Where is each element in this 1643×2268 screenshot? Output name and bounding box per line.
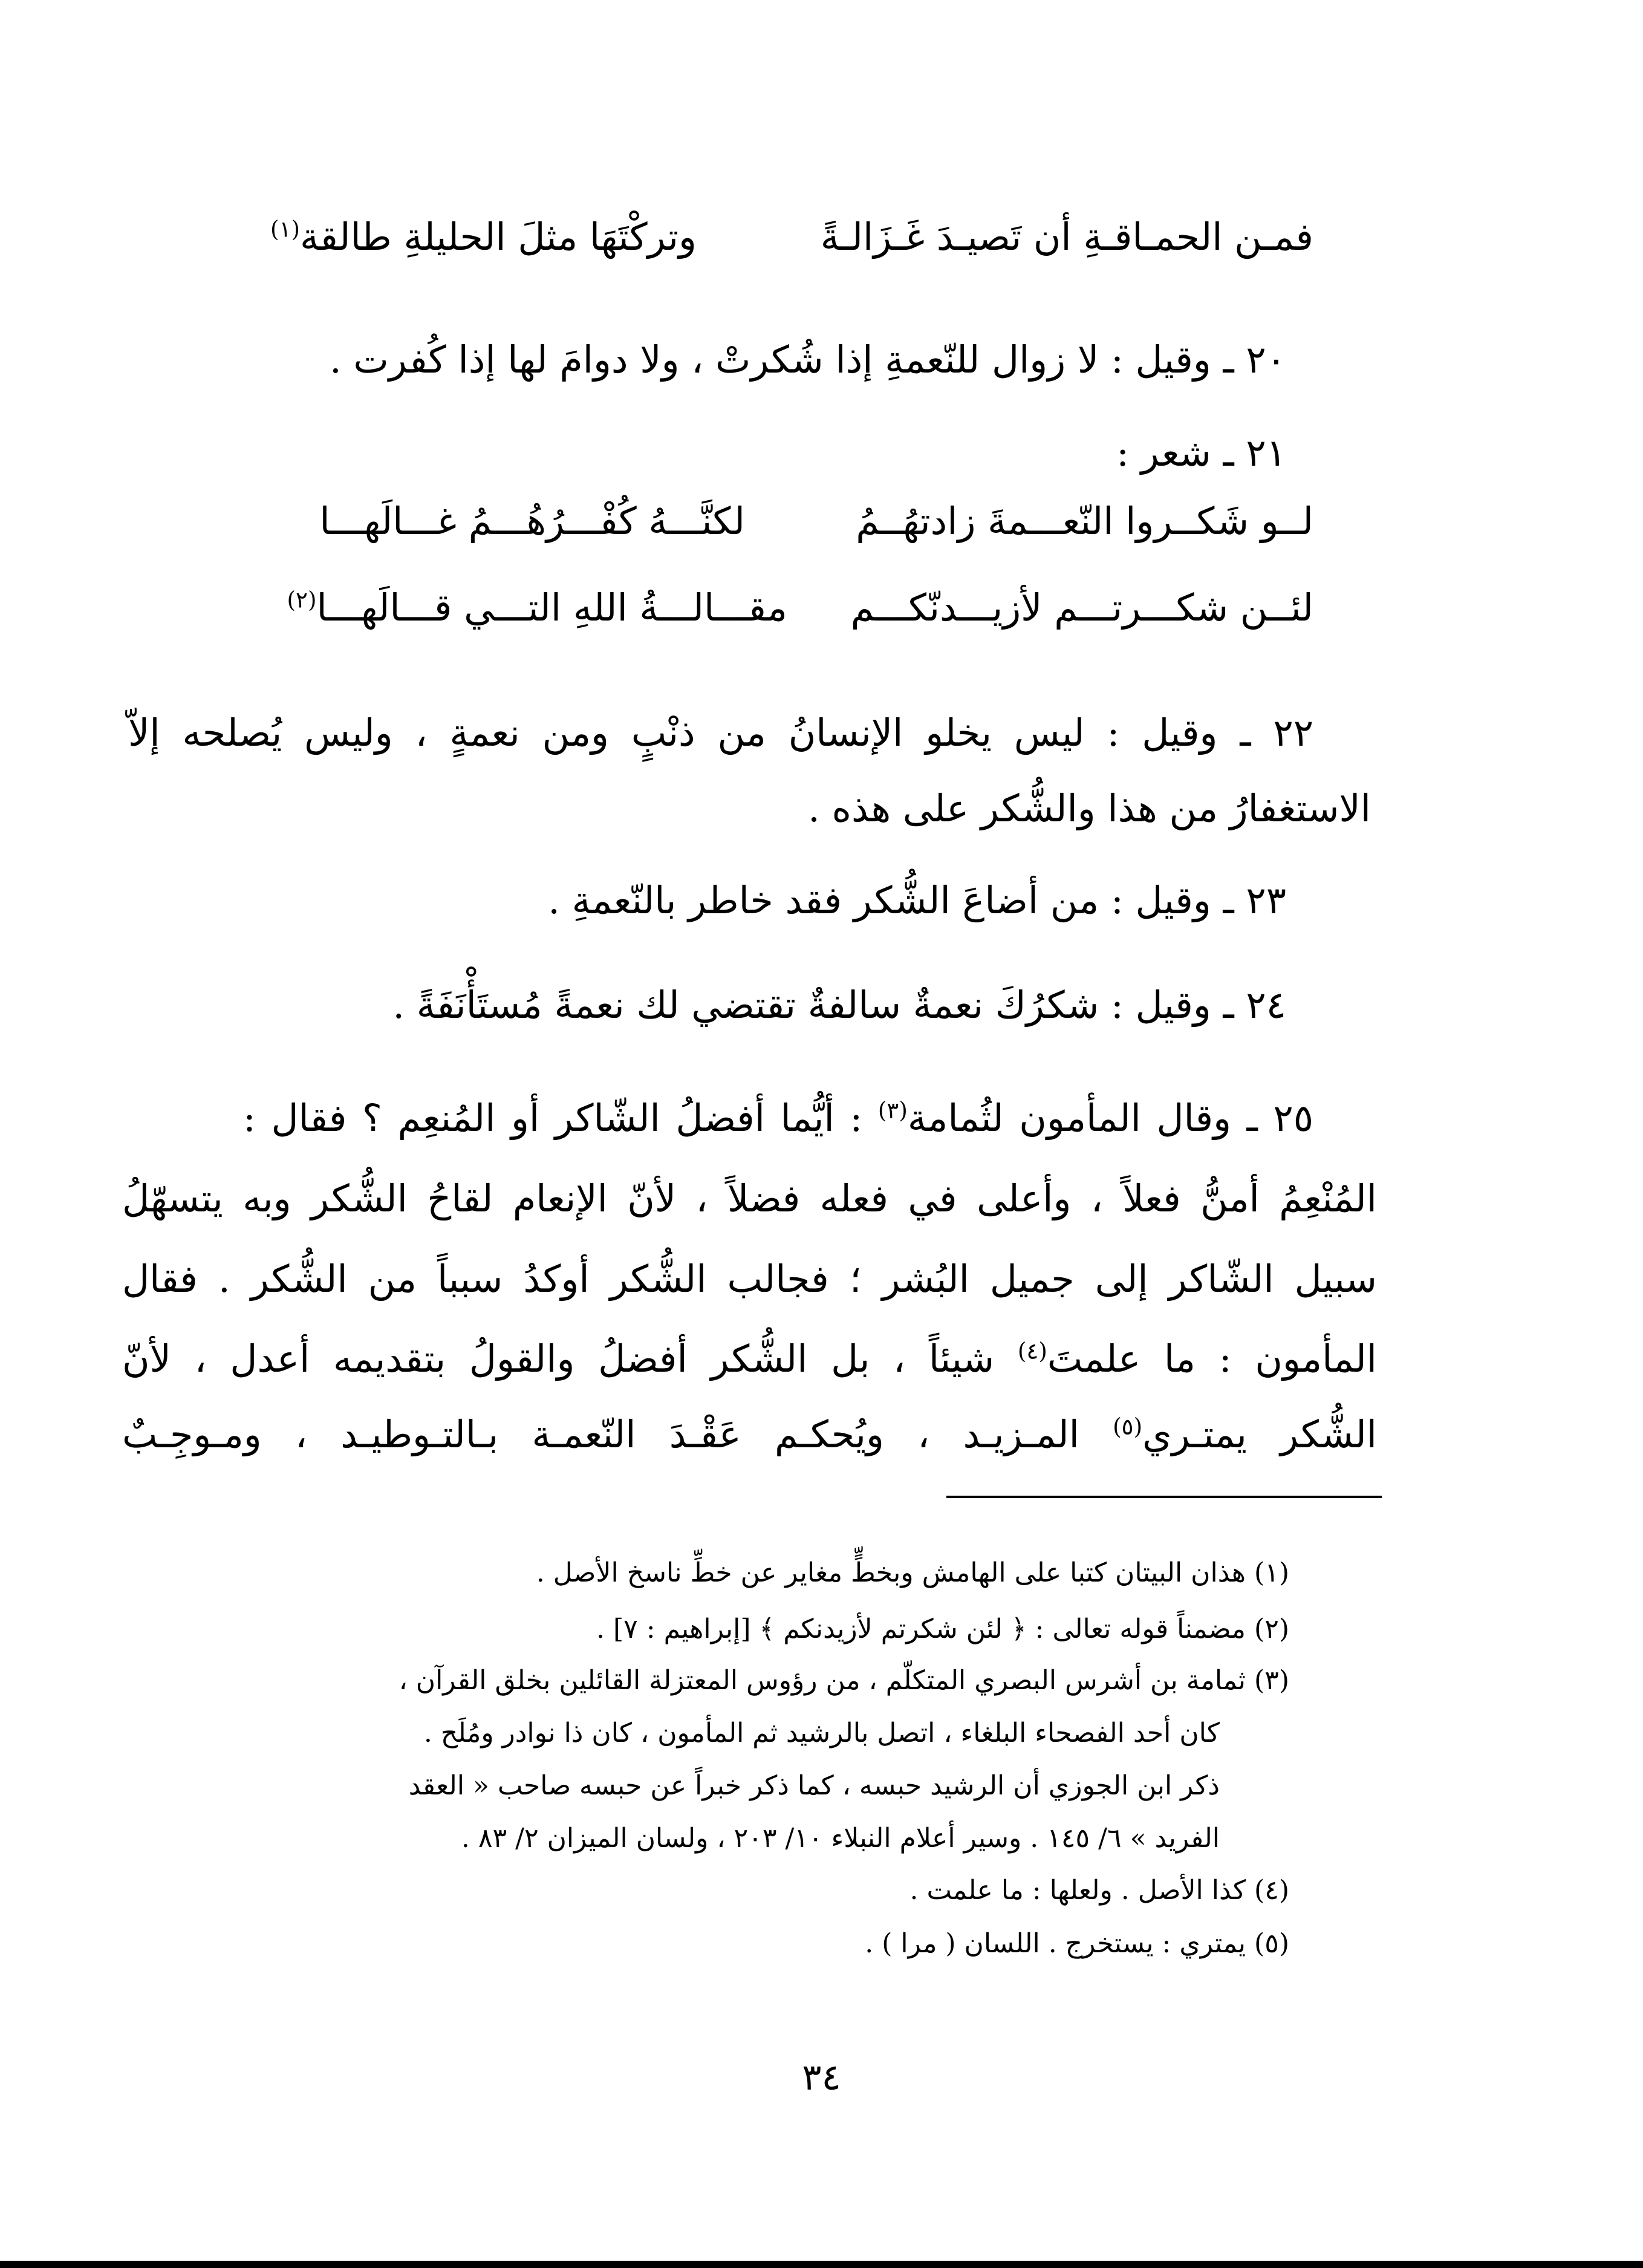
footnote-3-line-4 [461, 1823, 1220, 1855]
verse-top-right-hemistich [821, 215, 1313, 259]
paragraph-25-line-4 [122, 1337, 1377, 1381]
verse-top-left-hemistich [270, 215, 697, 259]
footnote-4 [909, 1875, 1289, 1907]
verse-2-line-1 [0, 499, 1643, 553]
verse-2-line-1-right [856, 499, 1313, 543]
verse-top [0, 215, 1643, 269]
page-number-text: ٣٤ [802, 2056, 841, 2099]
footnote-5-text: يمتري : يستخرج . اللسان ( مرا ) . [865, 1928, 1246, 1959]
paragraph-25-line-3 [122, 1257, 1377, 1301]
paragraph-23 [548, 878, 1286, 923]
paragraph-25-line-3-text: سبيل الشّاكر إلى جميل البُشر ؛ فجالب الشُّكر أوكدُ سبباً من الشُّكر . فقال [122, 1257, 1377, 1301]
paragraph-22-line-2-text: الاستغفارُ من هذا والشُّكر على هذه . [808, 786, 1371, 830]
paragraph-25-line-1a: ٢٥ ـ وقال المأمون لثُمامة [907, 1096, 1313, 1140]
paragraph-25-line-4b: شيئاً ، بل الشُّكر أفضلُ والقولُ بتقديمه أعدل ، لأنّ [122, 1337, 995, 1381]
verse-2-line-1-right-text: لــو شَكــروا النّعـــمةَ زادتهُــمُ [856, 499, 1313, 543]
paragraph-25-line-5b: المـزيـد ، ويُحكـم عَقْـدَ النّعمـة بـالتـوطيـد ، ومـوجِـبٌ [122, 1412, 1079, 1456]
paragraph-25-line-2 [122, 1176, 1377, 1220]
footnote-3-number: (٣) [1254, 1665, 1289, 1696]
footnote-5-number: (٥) [1254, 1928, 1289, 1959]
paragraph-24-text: ٢٤ ـ وقيل : شكرُكَ نعمةٌ سالفةٌ تقتضي لك نعمةً مُستَأْنَفَةً . [392, 983, 1286, 1027]
footnote-4-text: كذا الأصل . ولعلها : ما علمت . [909, 1875, 1246, 1906]
footnote-ref-3: (٣) [877, 1097, 908, 1124]
footnote-ref-4: (٤) [1017, 1337, 1047, 1364]
paragraph-22-line-1 [128, 711, 1313, 755]
footnote-2 [596, 1614, 1289, 1646]
paragraph-25-line-2-text: المُنْعِمُ أمنُّ فعلاً ، وأعلى في فعله فضلاً ، لأنّ الإنعام لقاحُ الشُّكر وبه يتسهّلُ [122, 1176, 1377, 1220]
page-number [0, 2056, 1643, 2099]
footnote-3-line-3 [409, 1770, 1220, 1802]
footnote-ref-5: (٥) [1113, 1413, 1143, 1440]
paragraph-25-line-1b: : أيُّما أفضلُ الشّاكر أو المُنعِم ؟ فقال : [243, 1096, 863, 1140]
footnote-1-text: هذان البيتان كتبا على الهامش وبخطٍّ مغاير عن خطِّ ناسخ الأصل . [536, 1557, 1246, 1588]
footnote-5 [865, 1928, 1289, 1960]
verse-2-line-2-left-text: مقـــالـــةُ اللهِ التـــي قـــالَهـــا [316, 585, 787, 630]
footnote-1 [536, 1557, 1289, 1589]
verse-2-line-2-right [851, 585, 1313, 630]
verse-2-line-2-right-text: لئــن شكـــرتـــم لأزيـــدنّكـــم [850, 585, 1313, 630]
footnote-ref-1: (١) [270, 215, 301, 243]
paragraph-22-line-2 [808, 786, 1371, 831]
footnote-ref-2: (٢) [287, 586, 317, 613]
footnote-3-text-2: كان أحد الفصحاء البلغاء ، اتصل بالرشيد ثم المأمون ، كان ذا نوادر ومُلَح . [423, 1718, 1220, 1748]
paragraph-25-line-1 [243, 1096, 1313, 1140]
paragraph-25-line-5a: الشُّكر يمتـري [1142, 1412, 1377, 1456]
verse-2-line-2-left [287, 585, 787, 630]
verse-2-line-1-left-text: لكنَّـــهُ كُفْـــرُهُـــمُ غـــالَهـــا [319, 499, 745, 543]
paragraph-24 [392, 983, 1286, 1028]
paragraph-25-line-5 [122, 1412, 1377, 1456]
footnote-4-number: (٤) [1254, 1875, 1289, 1906]
footnote-3-line-2 [424, 1718, 1220, 1750]
footnote-1-number: (١) [1254, 1557, 1289, 1588]
footnote-3-line-1 [399, 1665, 1289, 1697]
verse-top-right-text: فمـن الحمـاقـةِ أن تَصيـدَ غَـزَالـةً [820, 215, 1313, 259]
scan-bottom-edge [0, 2261, 1643, 2268]
footnote-2-text: مضمناً قوله تعالى : ﴿ لئن شكرتم لأزيدنكم ﴾ [إبراهيم : ٧] . [596, 1614, 1246, 1644]
paragraph-22-line-1-text: ٢٢ ـ وقيل : ليس يخلو الإنسانُ من ذنْبٍ ومن نعمةٍ ، وليس يُصلحه إلاّ [128, 711, 1313, 755]
paragraph-23-text: ٢٣ ـ وقيل : من أضاعَ الشُّكر فقد خاطر بالنّعمةِ . [548, 878, 1286, 922]
verse-top-left-text: وتركْتَهَا مثلَ الحليلةِ طالقة [300, 215, 697, 259]
paragraph-20 [330, 337, 1286, 382]
paragraph-25-line-4a: المأمون : ما علمتَ [1047, 1337, 1377, 1381]
paragraph-21-heading [1116, 431, 1286, 475]
footnote-3-text-4: الفريد » ٦/ ١٤٥ . وسير أعلام النبلاء ١٠/ ٢٠٣ ، ولسان الميزان ٢/ ٨٣ . [461, 1823, 1220, 1854]
verse-2-line-1-left [319, 499, 745, 543]
footnote-2-number: (٢) [1254, 1614, 1289, 1644]
footnote-separator [946, 1496, 1382, 1498]
paragraph-20-text: ٢٠ ـ وقيل : لا زوال للنّعمةِ إذا شُكرتْ ، ولا دوامَ لها إذا كُفرت . [329, 337, 1286, 382]
paragraph-21-heading-text: ٢١ ـ شعر : [1116, 431, 1286, 475]
footnote-3-text-1: ثمامة بن أشرس البصري المتكلّم ، من رؤوس المعتزلة القائلين بخلق القرآن ، [399, 1665, 1246, 1696]
footnote-3-text-3: ذكر ابن الجوزي أن الرشيد حبسه ، كما ذكر خبراً عن حبسه صاحب « العقد [408, 1770, 1220, 1801]
verse-2-line-2 [0, 585, 1643, 640]
